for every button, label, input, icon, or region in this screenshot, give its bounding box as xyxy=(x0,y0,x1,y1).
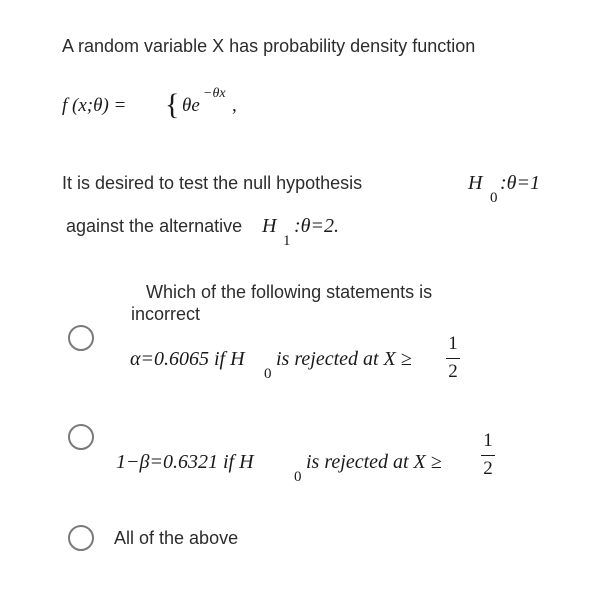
option-2-frac-bar xyxy=(481,455,495,456)
option-2-radio[interactable] xyxy=(68,424,94,450)
null-hyp-sub: 0 xyxy=(490,190,498,206)
alt-hyp-H: H xyxy=(262,215,277,237)
question-intro: A random variable X has probability density function xyxy=(62,36,476,56)
option-2-rest: is rejected at X ≥ xyxy=(306,451,442,473)
option-2-sub: 0 xyxy=(294,469,302,485)
density-brace: { xyxy=(165,88,180,121)
option-1-frac-num: 1 xyxy=(448,333,458,354)
density-exponent: −θx xyxy=(203,86,226,101)
option-1-rest: is rejected at X ≥ xyxy=(276,348,412,370)
null-hyp-rest: :θ=1 xyxy=(500,172,540,194)
density-comma: , xyxy=(232,95,237,116)
alt-hyp-sub: 1 xyxy=(283,233,291,249)
prompt-line-1: Which of the following statements is xyxy=(146,282,433,302)
density-lhs: f (x;θ) = xyxy=(62,95,127,116)
desired-text: It is desired to test the null hypothesis xyxy=(62,173,363,193)
density-base: θe xyxy=(182,95,200,116)
null-hyp-H: H xyxy=(468,172,483,194)
option-1-fraction xyxy=(446,334,460,382)
option-1-main: α=0.6065 if H xyxy=(130,348,245,370)
alt-hyp-rest: :θ=2. xyxy=(294,215,339,237)
option-3-label[interactable]: All of the above xyxy=(114,528,239,548)
option-2-frac-num: 1 xyxy=(483,430,493,451)
alt-text: against the alternative xyxy=(66,216,243,236)
option-1-frac-den: 2 xyxy=(448,361,458,382)
option-2-frac-den: 2 xyxy=(483,458,493,479)
option-2-fraction xyxy=(481,431,495,479)
option-2-main: 1−β=0.6321 if H xyxy=(116,451,254,473)
prompt-line-2: incorrect xyxy=(131,304,201,324)
option-3-radio[interactable] xyxy=(68,525,94,551)
option-1-frac-bar xyxy=(446,358,460,359)
option-1-radio[interactable] xyxy=(68,325,94,351)
option-1-sub: 0 xyxy=(264,366,272,382)
